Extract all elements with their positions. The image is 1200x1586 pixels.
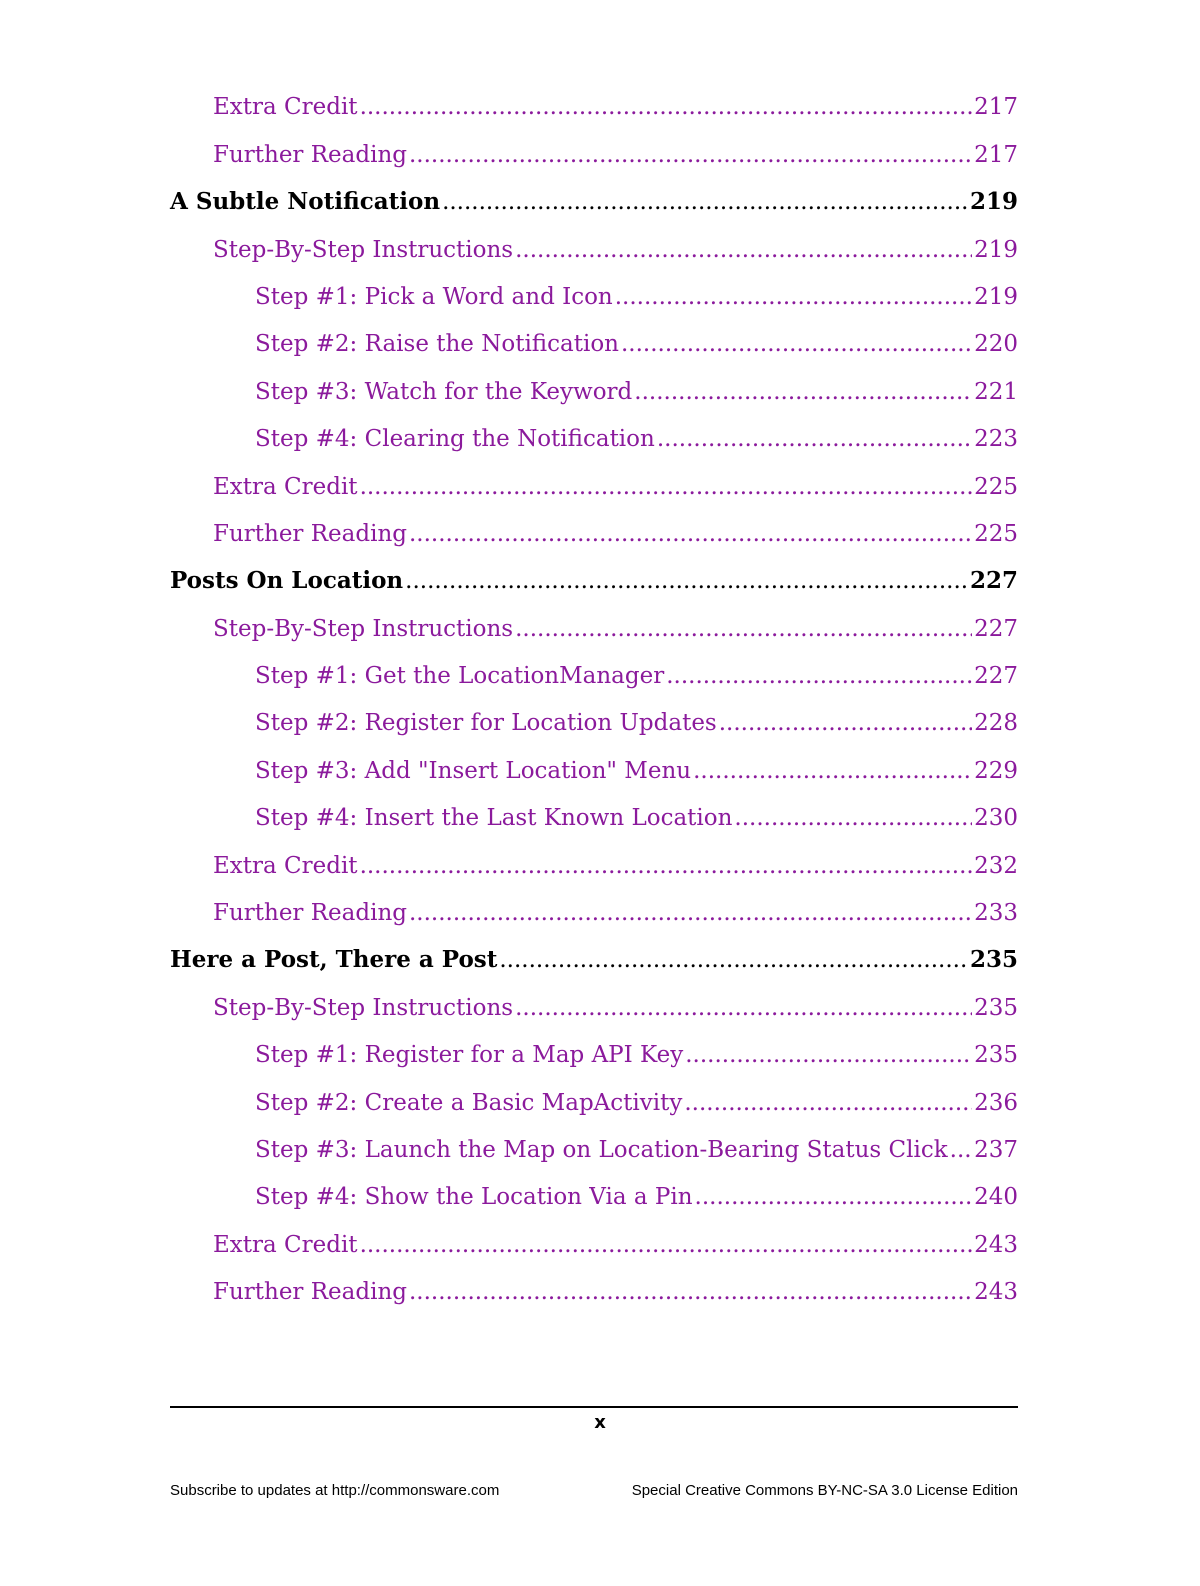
toc-step-entry[interactable]: [170, 1123, 1018, 1170]
toc-step-entry[interactable]: [170, 364, 1018, 411]
toc-entry-page-number[interactable]: 236: [974, 1089, 1018, 1116]
toc-dot-leader: [657, 425, 972, 453]
toc-entry-title[interactable]: Step #2: Raise the Notification: [255, 331, 619, 358]
toc-dot-leader: [360, 93, 973, 121]
toc-entry-page-number[interactable]: 233: [974, 900, 1018, 927]
toc-section-entry[interactable]: [170, 601, 1018, 648]
toc-dot-leader: [515, 994, 972, 1022]
toc-entry-page-number[interactable]: 227: [969, 567, 1018, 595]
toc-entry-title[interactable]: Step #4: Clearing the Notification: [255, 426, 655, 453]
toc-entry-title[interactable]: Step #1: Get the LocationManager: [255, 663, 665, 690]
toc-dot-leader: [684, 1089, 972, 1117]
toc-entry-title[interactable]: Step #1: Pick a Word and Icon: [255, 283, 613, 310]
toc-dot-leader: [409, 141, 972, 169]
toc-entry-title[interactable]: Step #4: Insert the Last Known Location: [255, 805, 733, 832]
toc-entry-page-number[interactable]: 243: [974, 1231, 1018, 1258]
toc-entry-page-number[interactable]: 223: [974, 426, 1018, 453]
toc-entry-title[interactable]: Further Reading: [213, 520, 407, 547]
toc-entry-title[interactable]: Further Reading: [213, 141, 407, 168]
toc-section-entry[interactable]: [170, 980, 1018, 1027]
toc-entry-title[interactable]: Step #3: Watch for the Keyword: [255, 378, 633, 405]
toc-entry-title[interactable]: Further Reading: [213, 1279, 407, 1306]
toc-entry-page-number[interactable]: 235: [969, 946, 1018, 974]
toc-entry-page-number[interactable]: 229: [974, 757, 1018, 784]
toc-entry-page-number[interactable]: 227: [974, 663, 1018, 690]
toc-section-entry[interactable]: [170, 127, 1018, 174]
toc-entry-title[interactable]: Step-By-Step Instructions: [213, 615, 514, 642]
toc-dot-leader: [693, 757, 972, 785]
toc-entry-page-number[interactable]: 217: [974, 141, 1018, 168]
toc-entry-title[interactable]: Here a Post, There a Post: [170, 946, 498, 974]
toc-step-entry[interactable]: [170, 1028, 1018, 1075]
toc-step-entry[interactable]: [170, 412, 1018, 459]
toc-dot-leader: [515, 236, 972, 264]
table-of-contents: [170, 80, 1018, 1312]
toc-step-entry[interactable]: [170, 649, 1018, 696]
page-number: x: [594, 1412, 606, 1433]
toc-section-entry[interactable]: [170, 459, 1018, 506]
toc-chapter-entry[interactable]: [170, 933, 1018, 980]
toc-entry-page-number[interactable]: 219: [974, 283, 1018, 310]
toc-dot-leader: [615, 283, 972, 311]
toc-entry-title[interactable]: Step #2: Create a Basic MapActivity: [255, 1089, 683, 1116]
toc-entry-page-number[interactable]: 235: [974, 1042, 1018, 1069]
toc-entry-title[interactable]: Step #2: Register for Location Updates: [255, 710, 717, 737]
toc-dot-leader: [442, 188, 968, 216]
toc-dot-leader: [695, 1183, 973, 1211]
toc-entry-page-number[interactable]: 243: [974, 1279, 1018, 1306]
toc-step-entry[interactable]: [170, 317, 1018, 364]
toc-dot-leader: [409, 1278, 972, 1306]
toc-entry-title[interactable]: Step #3: Launch the Map on Location-Bearing Status Click: [255, 1136, 948, 1163]
toc-entry-page-number[interactable]: 230: [974, 805, 1018, 832]
toc-entry-page-number[interactable]: 237: [974, 1136, 1018, 1163]
toc-dot-leader: [950, 1136, 972, 1164]
toc-chapter-entry[interactable]: [170, 554, 1018, 601]
toc-entry-title[interactable]: Extra Credit: [213, 852, 358, 879]
toc-dot-leader: [621, 330, 972, 358]
toc-dot-leader: [360, 852, 973, 880]
toc-entry-title[interactable]: Extra Credit: [213, 473, 358, 500]
toc-dot-leader: [409, 520, 972, 548]
toc-dot-leader: [499, 946, 968, 974]
toc-chapter-entry[interactable]: [170, 175, 1018, 222]
toc-entry-page-number[interactable]: 227: [974, 615, 1018, 642]
toc-entry-page-number[interactable]: 220: [974, 331, 1018, 358]
toc-entry-page-number[interactable]: 232: [974, 852, 1018, 879]
toc-entry-page-number[interactable]: 217: [974, 94, 1018, 121]
toc-entry-page-number[interactable]: 219: [969, 188, 1018, 216]
toc-step-entry[interactable]: [170, 270, 1018, 317]
toc-dot-leader: [515, 615, 972, 643]
toc-entry-title[interactable]: Step-By-Step Instructions: [213, 236, 514, 263]
toc-section-entry[interactable]: [170, 1217, 1018, 1264]
toc-entry-title[interactable]: Step #4: Show the Location Via a Pin: [255, 1184, 693, 1211]
toc-step-entry[interactable]: [170, 791, 1018, 838]
toc-dot-leader: [634, 378, 972, 406]
toc-dot-leader: [409, 899, 972, 927]
footer-license-text: Special Creative Commons BY-NC-SA 3.0 License Edition: [631, 1482, 1018, 1499]
toc-entry-title[interactable]: A Subtle Notification: [170, 188, 441, 216]
toc-entry-page-number[interactable]: 225: [974, 520, 1018, 547]
toc-dot-leader: [360, 1231, 973, 1259]
toc-entry-title[interactable]: Step-By-Step Instructions: [213, 994, 514, 1021]
toc-dot-leader: [405, 567, 968, 595]
toc-dot-leader: [734, 804, 972, 832]
toc-entry-page-number[interactable]: 235: [974, 994, 1018, 1021]
toc-dot-leader: [360, 473, 973, 501]
toc-entry-title[interactable]: Step #1: Register for a Map API Key: [255, 1042, 684, 1069]
toc-entry-page-number[interactable]: 228: [974, 710, 1018, 737]
toc-section-entry[interactable]: [170, 1265, 1018, 1312]
toc-step-entry[interactable]: [170, 1075, 1018, 1122]
toc-section-entry[interactable]: [170, 838, 1018, 885]
toc-section-entry[interactable]: [170, 507, 1018, 554]
toc-step-entry[interactable]: [170, 1170, 1018, 1217]
toc-dot-leader: [719, 709, 972, 737]
toc-entry-title[interactable]: Extra Credit: [213, 94, 358, 121]
toc-entry-title[interactable]: Extra Credit: [213, 1231, 358, 1258]
footer-subscribe-text: Subscribe to updates at http://commonsware.com: [170, 1482, 500, 1499]
toc-dot-leader: [685, 1041, 972, 1069]
toc-step-entry[interactable]: [170, 743, 1018, 790]
toc-step-entry[interactable]: [170, 696, 1018, 743]
toc-section-entry[interactable]: [170, 80, 1018, 127]
toc-section-entry[interactable]: [170, 886, 1018, 933]
toc-entry-page-number[interactable]: 219: [974, 236, 1018, 263]
toc-entry-page-number[interactable]: 240: [974, 1184, 1018, 1211]
toc-entry-title[interactable]: Step #3: Add "Insert Location" Menu: [255, 757, 692, 784]
toc-dot-leader: [666, 662, 972, 690]
toc-section-entry[interactable]: [170, 222, 1018, 269]
toc-entry-title[interactable]: Posts On Location: [170, 567, 404, 595]
toc-entry-page-number[interactable]: 221: [974, 378, 1018, 405]
footer-divider: [170, 1406, 1018, 1408]
toc-entry-title[interactable]: Further Reading: [213, 900, 407, 927]
toc-entry-page-number[interactable]: 225: [974, 473, 1018, 500]
